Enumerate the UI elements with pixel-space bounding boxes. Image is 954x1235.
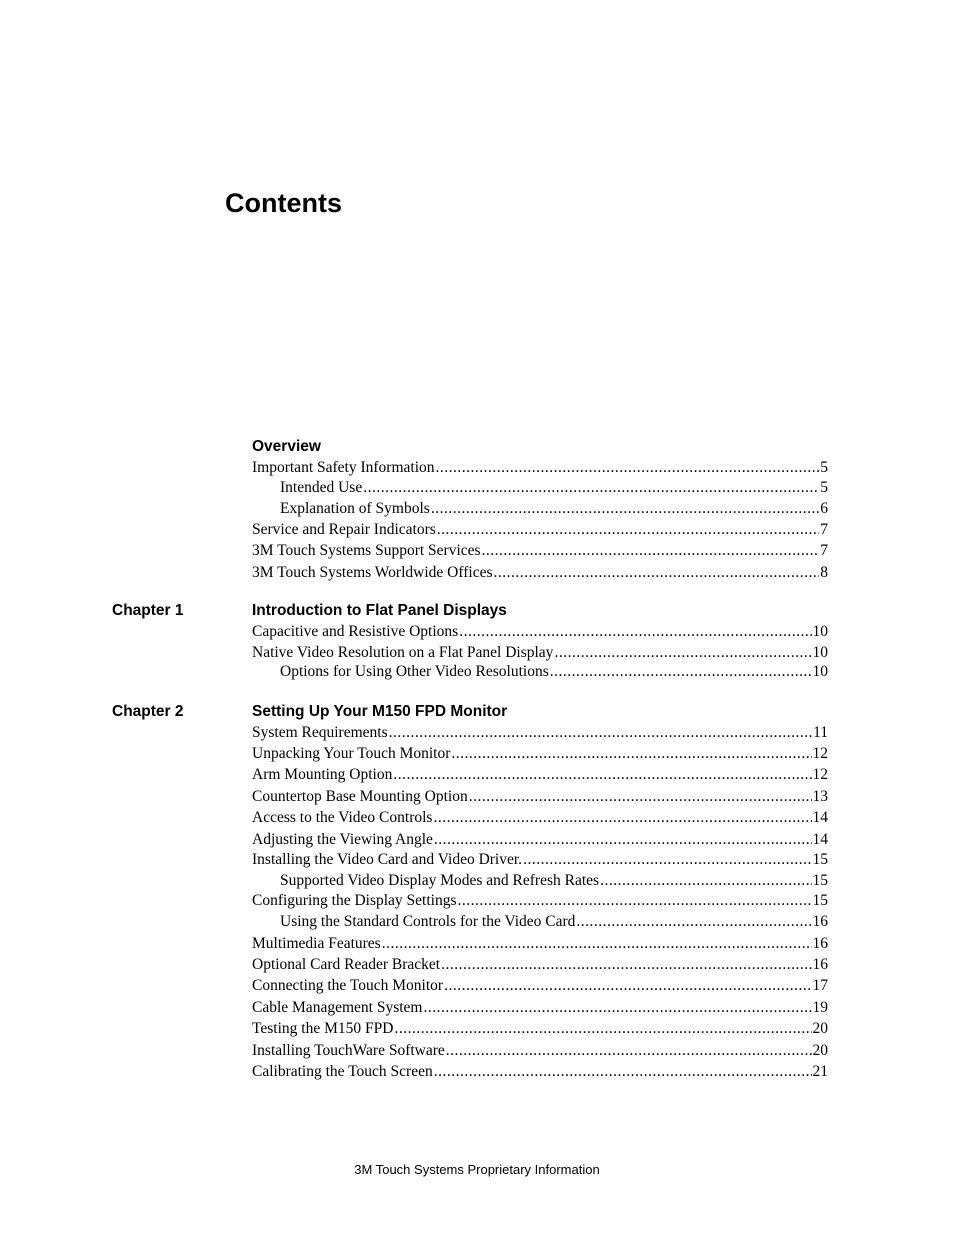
toc-entry[interactable]	[252, 870, 828, 891]
toc-entry[interactable]	[252, 1018, 828, 1040]
toc-page-number: 21	[812, 1063, 828, 1080]
toc-page-number: 15	[812, 872, 828, 889]
toc-entry[interactable]	[252, 643, 828, 662]
dot-leader	[550, 662, 812, 681]
toc-entry-title: Unpacking Your Touch Monitor	[252, 745, 451, 762]
dot-leader	[523, 850, 811, 870]
toc-entry[interactable]	[252, 807, 828, 829]
toc-entry[interactable]	[252, 540, 828, 562]
toc-entry[interactable]	[252, 722, 828, 743]
toc-entry-title: 3M Touch Systems Support Services	[252, 542, 481, 559]
dot-leader	[494, 562, 820, 583]
dot-leader	[446, 1040, 812, 1061]
toc-entry-title: Important Safety Information	[252, 459, 435, 476]
toc-entry[interactable]	[252, 911, 828, 933]
toc-entry[interactable]	[252, 975, 828, 997]
dot-leader	[433, 807, 811, 829]
toc-page-number: 15	[812, 851, 828, 868]
toc-entry[interactable]	[252, 457, 828, 478]
toc-page-number: 8	[820, 564, 828, 581]
toc-entry-title: Capacitive and Resistive Options	[252, 623, 459, 640]
toc-page-number: 19	[812, 999, 828, 1016]
toc-entry[interactable]	[252, 850, 828, 870]
toc-entry-title: 3M Touch Systems Worldwide Offices	[252, 564, 493, 581]
dot-leader	[393, 764, 811, 786]
dot-leader	[441, 954, 811, 975]
dot-leader	[482, 540, 820, 562]
dot-leader	[431, 498, 819, 519]
toc-entry-title: Connecting the Touch Monitor	[252, 977, 444, 994]
toc-entry[interactable]	[252, 562, 828, 583]
toc-entry-title: Native Video Resolution on a Flat Panel Display	[252, 644, 554, 661]
toc-entry-title: Intended Use	[280, 479, 363, 496]
toc-entry[interactable]	[252, 829, 828, 850]
dot-leader	[458, 891, 812, 911]
toc-entry-title: Countertop Base Mounting Option	[252, 788, 468, 805]
toc-entry[interactable]	[252, 662, 828, 681]
toc-entry-title: Multimedia Features	[252, 935, 381, 952]
dot-leader	[459, 621, 811, 643]
toc-page-number: 5	[820, 459, 828, 476]
toc-entry[interactable]	[252, 933, 828, 954]
toc-entry[interactable]	[252, 743, 828, 764]
toc-entry-title: Options for Using Other Video Resolutions	[280, 663, 549, 680]
toc-page-number: 16	[812, 913, 828, 930]
dot-leader	[363, 478, 819, 498]
toc-page-number: 13	[812, 788, 828, 805]
toc-entry-list	[252, 457, 828, 583]
toc-entry-title: System Requirements	[252, 724, 388, 741]
toc-entry[interactable]	[252, 519, 828, 540]
toc-page-number: 10	[812, 623, 828, 640]
toc-entry[interactable]	[252, 621, 828, 643]
section-heading: Setting Up Your M150 FPD Monitor	[252, 703, 508, 720]
toc-entry-title: Supported Video Display Modes and Refresh Rates	[280, 872, 600, 889]
dot-leader	[469, 786, 812, 807]
toc-entry-title: Arm Mounting Option	[252, 766, 393, 783]
toc-page-number: 20	[812, 1020, 828, 1037]
toc-page-number: 14	[812, 809, 828, 826]
dot-leader	[389, 722, 812, 743]
toc-entry[interactable]	[252, 1061, 828, 1082]
toc-page-number: 10	[812, 644, 828, 661]
section-heading: Overview	[252, 438, 321, 455]
toc-entry[interactable]	[252, 498, 828, 519]
toc-page-number: 15	[812, 892, 828, 909]
dot-leader	[554, 643, 811, 662]
toc-page-number: 16	[812, 956, 828, 973]
toc-entry-title: Testing the M150 FPD	[252, 1020, 394, 1037]
toc-entry[interactable]	[252, 997, 828, 1018]
toc-entry[interactable]	[252, 954, 828, 975]
page-title: Contents	[225, 188, 342, 218]
dot-leader	[600, 870, 811, 891]
toc-page-number: 7	[820, 542, 828, 559]
toc-page-number: 16	[812, 935, 828, 952]
toc-page-number: 17	[812, 977, 828, 994]
toc-page-number: 11	[813, 724, 828, 741]
toc-entry-title: Configuring the Display Settings	[252, 892, 457, 909]
toc-entry-list	[252, 621, 828, 681]
toc-page-number: 12	[812, 766, 828, 783]
toc-page-number: 5	[820, 479, 828, 496]
chapter-label: Chapter 2	[112, 703, 184, 720]
toc-entry-title: Adjusting the Viewing Angle	[252, 831, 433, 848]
toc-entry-title: Service and Repair Indicators	[252, 521, 436, 538]
toc-entry[interactable]	[252, 478, 828, 498]
toc-entry-title: Explanation of Symbols	[280, 500, 430, 517]
chapter-label: Chapter 1	[112, 602, 184, 619]
dot-leader	[434, 829, 812, 850]
dot-leader	[444, 975, 811, 997]
toc-page-number: 7	[820, 521, 828, 538]
toc-entry-list	[252, 722, 828, 1082]
section-heading: Introduction to Flat Panel Displays	[252, 602, 507, 619]
toc-entry-title: Optional Card Reader Bracket	[252, 956, 441, 973]
dot-leader	[576, 911, 811, 933]
dot-leader	[382, 933, 812, 954]
toc-entry[interactable]	[252, 1040, 828, 1061]
toc-entry[interactable]	[252, 891, 828, 911]
dot-leader	[451, 743, 811, 764]
toc-page-number: 20	[812, 1042, 828, 1059]
toc-entry[interactable]	[252, 786, 828, 807]
toc-page-number: 14	[812, 831, 828, 848]
toc-entry-title: Installing TouchWare Software	[252, 1042, 445, 1059]
toc-page-number: 12	[812, 745, 828, 762]
toc-entry-title: Cable Management System	[252, 999, 423, 1016]
toc-entry-title: Installing the Video Card and Video Driver.	[252, 851, 523, 868]
toc-page-number: 10	[812, 663, 828, 680]
toc-entry[interactable]	[252, 764, 828, 786]
toc-entry-title: Calibrating the Touch Screen	[252, 1063, 433, 1080]
dot-leader	[423, 997, 811, 1018]
dot-leader	[434, 1061, 812, 1082]
dot-leader	[436, 457, 820, 478]
page-footer: 3M Touch Systems Proprietary Information	[354, 1162, 600, 1177]
dot-leader	[394, 1018, 811, 1040]
dot-leader	[437, 519, 819, 540]
toc-entry-title: Access to the Video Controls	[252, 809, 433, 826]
toc-entry-title: Using the Standard Controls for the Video Card	[280, 913, 576, 930]
toc-page-number: 6	[820, 500, 828, 517]
